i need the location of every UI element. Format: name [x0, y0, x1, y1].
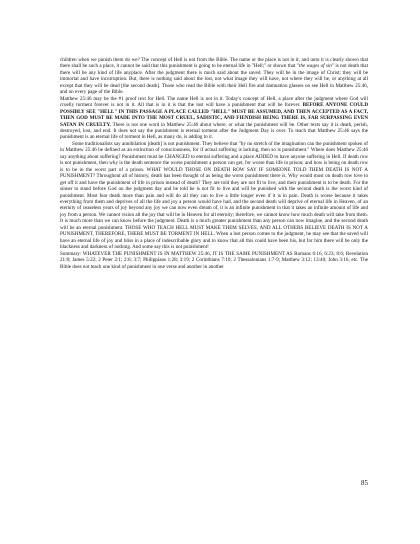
text-segment: Matthew 25:46 may be the #1 proof text for Hell. The name Hell is not in it. Today's concept of Hell, a place after the judgment where God will cruelly torment forever is not in it. All that is in it is that the lost will have a punishment that will be forever. [60, 95, 368, 109]
paragraph [60, 141, 368, 251]
text-segment: is not death that there will be any kind of life anyplace. After the judgment there is much said about the saved. They will be in the image of Christ; they will be immortal and have incorruption. But, there is nothing said about the lost, not what image they will have, not where they will be, or anything at all except that they will be dead [the second death]. Those who read the Bible with their Hell fire and damnation glasses on see Hell in Matthew 25:46, and on every page of the Bible. [60, 63, 368, 96]
paragraph [60, 57, 368, 96]
text-segment: children when we punish them do we? The concept of Hell is not from the Bible. The name or the place is not in it, and unto it is clearly shown that there shall be such a place, it cannot be said that this punishment is going to be eternal life in "Hell;" or shown that [60, 57, 368, 70]
text-segment: Summary: WHATEVER THE PUNISHMENT IS IN MATTHEW 25:46, IT IS THE SAME PUNISHMENT AS Romans 6:16, 6:23; 8:6; Revelation 21:8; James 5:22; 2 Peter 2:1; 2:6; 3:7; Philippians 1:28; 3:19; 2 Corinthians 7:10; 2 Thessalonians 1:7-9; Matthew 3:12; 13:40; John 3:16, etc. The Bible does not teach one kind of punishment in one verse and another in another [60, 250, 368, 270]
paragraph [60, 96, 368, 141]
italic-text: "the wages of sin" [296, 63, 334, 70]
page-number: 85 [361, 479, 368, 487]
body-text [60, 57, 368, 270]
text-segment: Some traditionalists say annihilation [death] is not punishment. They believe that "by no stretch of the imagination can the punishment spoken of in Matthew 25:46 be defined as an extinction of consciousness, for if actual suffering is lacking, then so is punishment." Where does Matthew 25:46 say anything about suffering? Punishment must be CHANGED to eternal suffering and a place ADDED to have anyone suffering in Hell. If death row is not punishment, then why is the death sentence the worse punishment a person can get, for worse than life in prison; and how is being on death row is to be in the worst part of a prison. WHAT WOULD THOSE ON DEATH ROW SAY IF SOMEONE TOLD THEM DEATH IS NOT A PUNISHMENT? Throughout all of history, death has been thought of as being the worst punishment there is. Why would most on death row love to get off it and have the punishment of life in prison instead of death? They are told they are not fit to live, and their punishment is to be death. For the sinner to stand before God on the judgment day and be told he is not fit to live and will be punished with the second death is the worst kind of punishment. Most fear death more than pain and will do all they can to live a little longer even if it is in pain. Death is worse because it takes everything from them and deprives of all the life and joy a person would have had, and the second death will deprive of eternal life in Heaven, of an eternity of ceaseless years of joy beyond any joy we can now even dream of, it is an infinite punishment in that it takes an infinite amount of life and joy from a person. We cannot vision all the joy that will be in Heaven for all eternity; therefore, we cannot know how much death will take from them. It is much more than we can know before the judgment. Death is a much greater punishment than any person can now imagine, and the second death will be an eternal punishment. THOSE WHO TEACH HELL MUST MAKE THEM SELVES, AND ALL OTHERS BELIEVE DEATH IS NOT A PUNISHMENT, THEREFORE, THERE MUST BE TORMENT IN HELL. When a lost person comes to the judgment, he may see that the saved will have an eternal life of joy and bliss in a place of indescribable glory and to know that all this could have been his, but for him there will be only the blackness and darkness of nothing. And some say this is not punishment! [60, 140, 368, 251]
paragraph [60, 251, 368, 270]
text-segment: There is not one word in Matthew 25:46 about where, or what the punishment will be. Other texts say it is death, perish, destroyed, lost, and end. It does not say the punishment is eternal torment after the Judgment Day is over. To teach that Matthew 25:46 says the punishment is an eternal life of torment in Hell, as many do, is adding to it. [60, 121, 368, 141]
bold-text: BEFORE ANYONE COULD POSSIBLY SEE "HELL" IN THIS PASSAGE A PLACE CALLED "HELL" MUST BE ASSUMED, AND THEN ACCEPTED AS A FACT, THEN GOD MUST BE MADE INTO THE MOST CRUEL, SADISTIC, AND FIENDISH BEING THERE IS, FAR SURPASSING EVEN SATAN IN CRUELTY. [60, 102, 368, 128]
